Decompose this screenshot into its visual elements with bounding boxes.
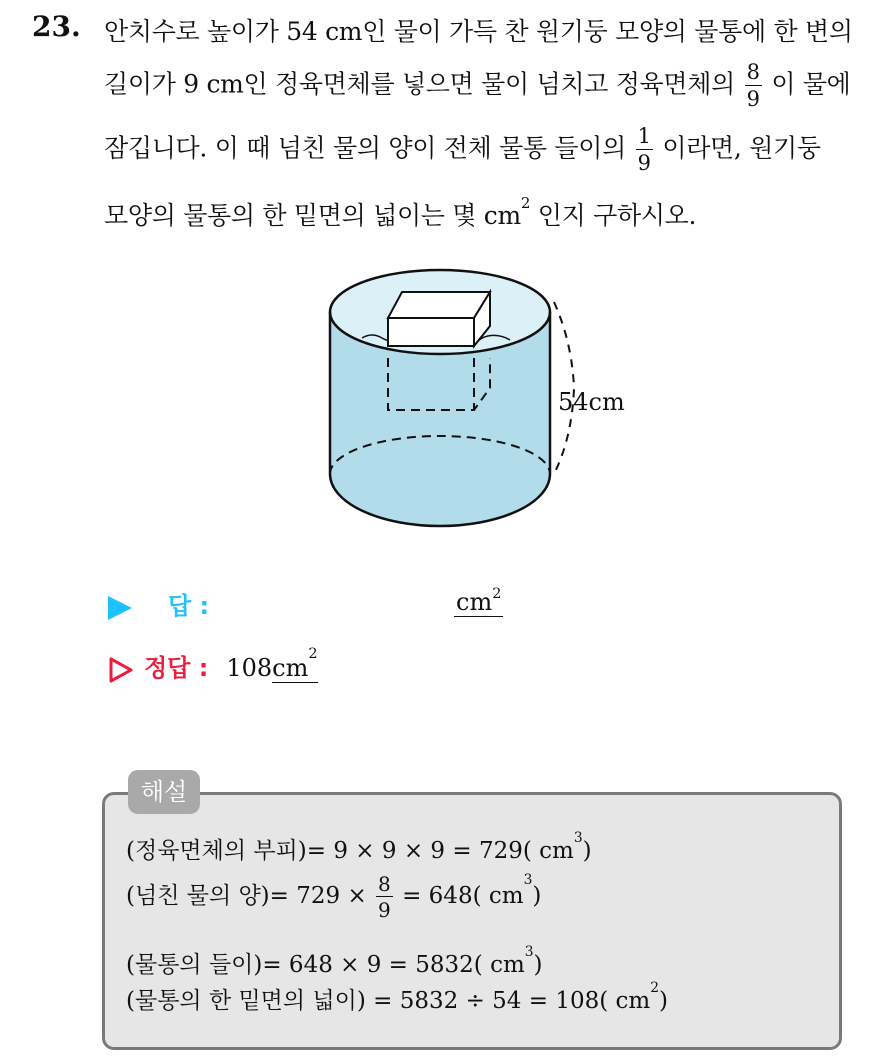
superscript: 2: [492, 586, 502, 602]
explanation-line-2: (넘친 물의 양)= 729 × $\frac{8}{9}$ = 648( $cm^3$): [126, 872, 542, 922]
question-text: 잠깁니다. 이 때 넘친 물의 양이 전체 물통 들이의: [104, 133, 626, 163]
play-triangle-icon: [108, 596, 132, 620]
explanation-line-1: (정육면체의 부피)= 9 × 9 × 9 = 729( $cm^3$): [126, 830, 592, 864]
fraction-denominator: 9: [637, 151, 651, 175]
correct-answer-row: [108, 648, 318, 683]
correct-answer-label: 정답 :: [144, 654, 209, 682]
question-line-2: [104, 62, 851, 110]
question-line-3: [104, 126, 821, 174]
answer-blank[interactable]: [454, 588, 503, 617]
fraction-numerator: 1: [637, 124, 651, 148]
height-label: 54cm: [558, 388, 625, 416]
cylinder-figure: [300, 262, 660, 547]
answer-label: 답 :: [168, 592, 210, 620]
superscript: 2: [520, 194, 531, 212]
question-text: 인지 구하시오.: [530, 201, 697, 230]
cube-top-face: [388, 292, 490, 318]
fraction-denominator: 9: [746, 87, 760, 111]
correct-answer-unit: $cm^2$: [272, 646, 318, 682]
question-line-1: [104, 12, 853, 48]
explanation-line-4: (물통의 한 밑면의 넓이) = 5832 ÷ 54 = 108( $cm^2$): [126, 980, 668, 1014]
correct-answer-value: $108cm^2$: [226, 646, 318, 682]
question-text: 이라면, 원기둥: [662, 133, 821, 163]
question-text: 안치수로 높이가 54 cm인 물이 가득 찬 원기둥 모양의 물통에 한 변의: [104, 17, 853, 46]
fraction: $\frac{8}{9}$: [378, 872, 391, 922]
fraction: [745, 62, 762, 110]
question-line-4: [104, 196, 696, 232]
explanation-line-3: (물통의 들이)= 648 × 9 = 5832( $cm^3$): [126, 944, 543, 978]
fraction: [636, 126, 653, 174]
fraction-numerator: 8: [746, 60, 760, 84]
answer-row: [108, 586, 209, 621]
answer-unit: cm: [456, 588, 493, 616]
question-text: 모양의 물통의 한 밑면의 넓이는 몇 cm: [104, 201, 521, 230]
question-text: 길이가 9 cm인 정육면체를 넣으면 물이 넘치고 정육면체의: [104, 69, 735, 99]
explanation-tab: 해설: [128, 770, 200, 814]
cube-front-face: [388, 318, 474, 346]
question-number: 23.: [32, 10, 81, 43]
outline-triangle-icon: [108, 657, 134, 683]
question-text: 이 물에: [771, 69, 851, 99]
